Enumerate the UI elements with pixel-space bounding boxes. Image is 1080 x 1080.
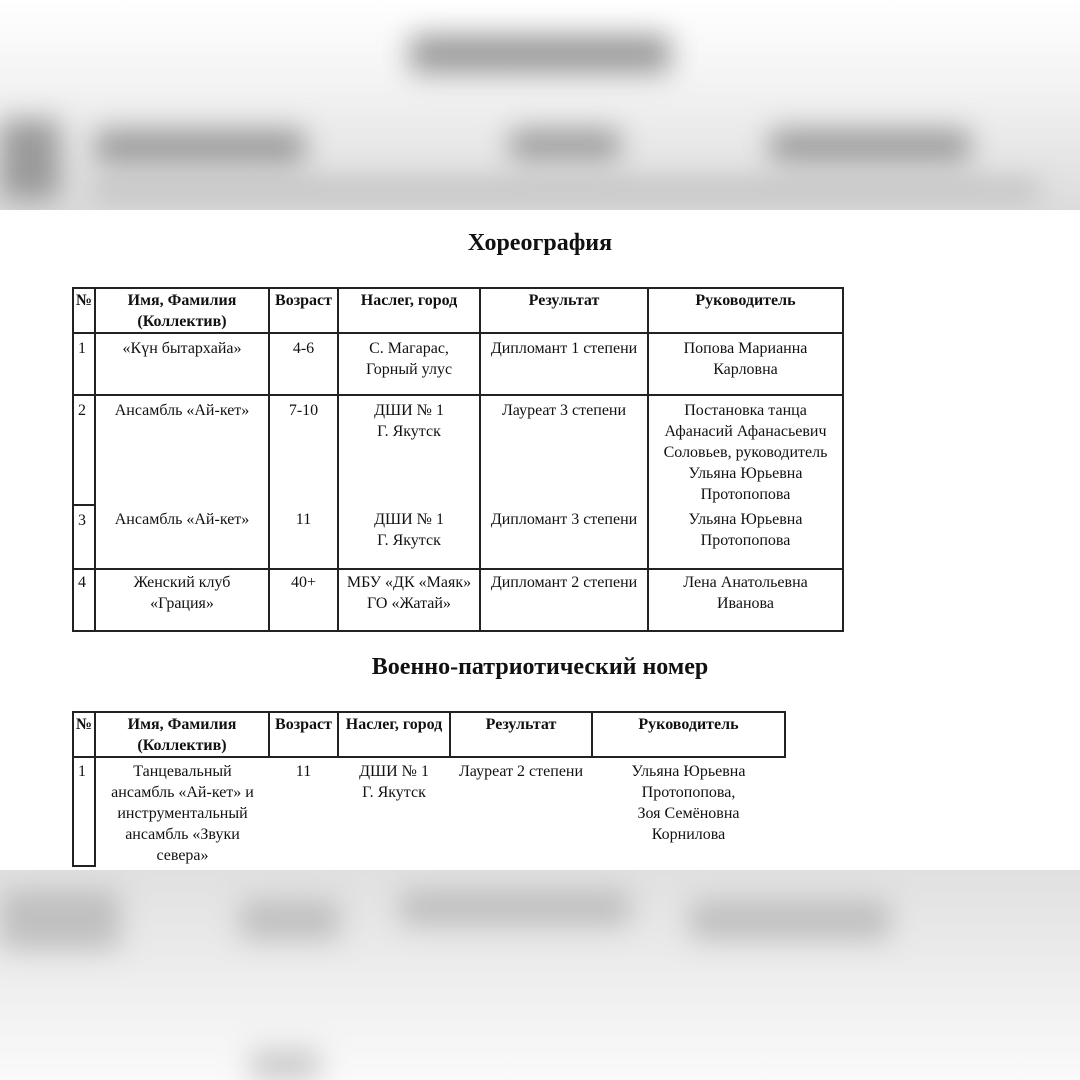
cell: 4 bbox=[73, 569, 95, 631]
blurred-top-region bbox=[0, 0, 1080, 210]
header-location: Наслег, город bbox=[338, 712, 450, 757]
header-location: Наслег, город bbox=[338, 288, 480, 333]
table-row bbox=[73, 757, 785, 866]
section-title-military-patriotic: Военно-патриотический номер bbox=[371, 654, 709, 680]
cell: 4-6 bbox=[269, 333, 338, 395]
cell: Постановка танца Афанасий Афанасьевич Соловьев, руководитель Ульяна Юрьевна Протопопова bbox=[648, 395, 843, 505]
header-result: Результат bbox=[480, 288, 648, 333]
cell: 11 bbox=[269, 757, 338, 866]
table-row bbox=[73, 569, 843, 631]
table-row bbox=[73, 395, 843, 505]
cell: 11 bbox=[269, 505, 338, 569]
cell: 3 bbox=[73, 505, 95, 569]
header-age: Возраст bbox=[269, 288, 338, 333]
military-patriotic-table bbox=[72, 711, 786, 867]
cell: Ульяна Юрьевна Протопопова bbox=[648, 505, 843, 569]
cell: Танцевальный ансамбль «Ай-кет» и инструментальный ансамбль «Звуки севера» bbox=[95, 757, 269, 866]
cell: 40+ bbox=[269, 569, 338, 631]
cell: Дипломант 1 степени bbox=[480, 333, 648, 395]
cell: ДШИ № 1 Г. Якутск bbox=[338, 505, 480, 569]
cell: «Күн бытархайа» bbox=[95, 333, 269, 395]
cell: 7-10 bbox=[269, 395, 338, 505]
cell: Женский клуб «Грация» bbox=[95, 569, 269, 631]
cell: 1 bbox=[73, 333, 95, 395]
cell: Попова Марианна Карловна bbox=[648, 333, 843, 395]
cell: Лауреат 3 степени bbox=[480, 395, 648, 505]
cell: Лена Анатольевна Иванова bbox=[648, 569, 843, 631]
table-row bbox=[73, 333, 843, 395]
header-name: Имя, Фамилия (Коллектив) bbox=[95, 288, 269, 333]
header-name: Имя, Фамилия (Коллектив) bbox=[95, 712, 269, 757]
cell: Лауреат 2 степени bbox=[450, 757, 592, 866]
cell: 1 bbox=[73, 757, 95, 866]
cell: Дипломант 2 степени bbox=[480, 569, 648, 631]
cell: Ульяна Юрьевна Протопопова, Зоя Семёновна Корнилова bbox=[592, 757, 785, 866]
section-title-choreography: Хореография bbox=[467, 230, 613, 256]
table-header bbox=[73, 712, 785, 757]
header-leader: Руководитель bbox=[592, 712, 785, 757]
cell: Ансамбль «Ай-кет» bbox=[95, 395, 269, 505]
cell: 2 bbox=[73, 395, 95, 505]
cell: Дипломант 3 степени bbox=[480, 505, 648, 569]
choreography-table bbox=[72, 287, 844, 632]
cell: ДШИ № 1 Г. Якутск bbox=[338, 395, 480, 505]
cell: С. Магарас, Горный улус bbox=[338, 333, 480, 395]
blurred-bottom-region bbox=[0, 870, 1080, 1080]
cell: Ансамбль «Ай-кет» bbox=[95, 505, 269, 569]
header-leader: Руководитель bbox=[648, 288, 843, 333]
table-header bbox=[73, 288, 843, 333]
header-age: Возраст bbox=[269, 712, 338, 757]
header-number: № bbox=[73, 712, 95, 757]
cell: МБУ «ДК «Маяк» ГО «Жатай» bbox=[338, 569, 480, 631]
table-row bbox=[73, 505, 843, 569]
header-number: № bbox=[73, 288, 95, 333]
cell: ДШИ № 1 Г. Якутск bbox=[338, 757, 450, 866]
header-result: Результат bbox=[450, 712, 592, 757]
